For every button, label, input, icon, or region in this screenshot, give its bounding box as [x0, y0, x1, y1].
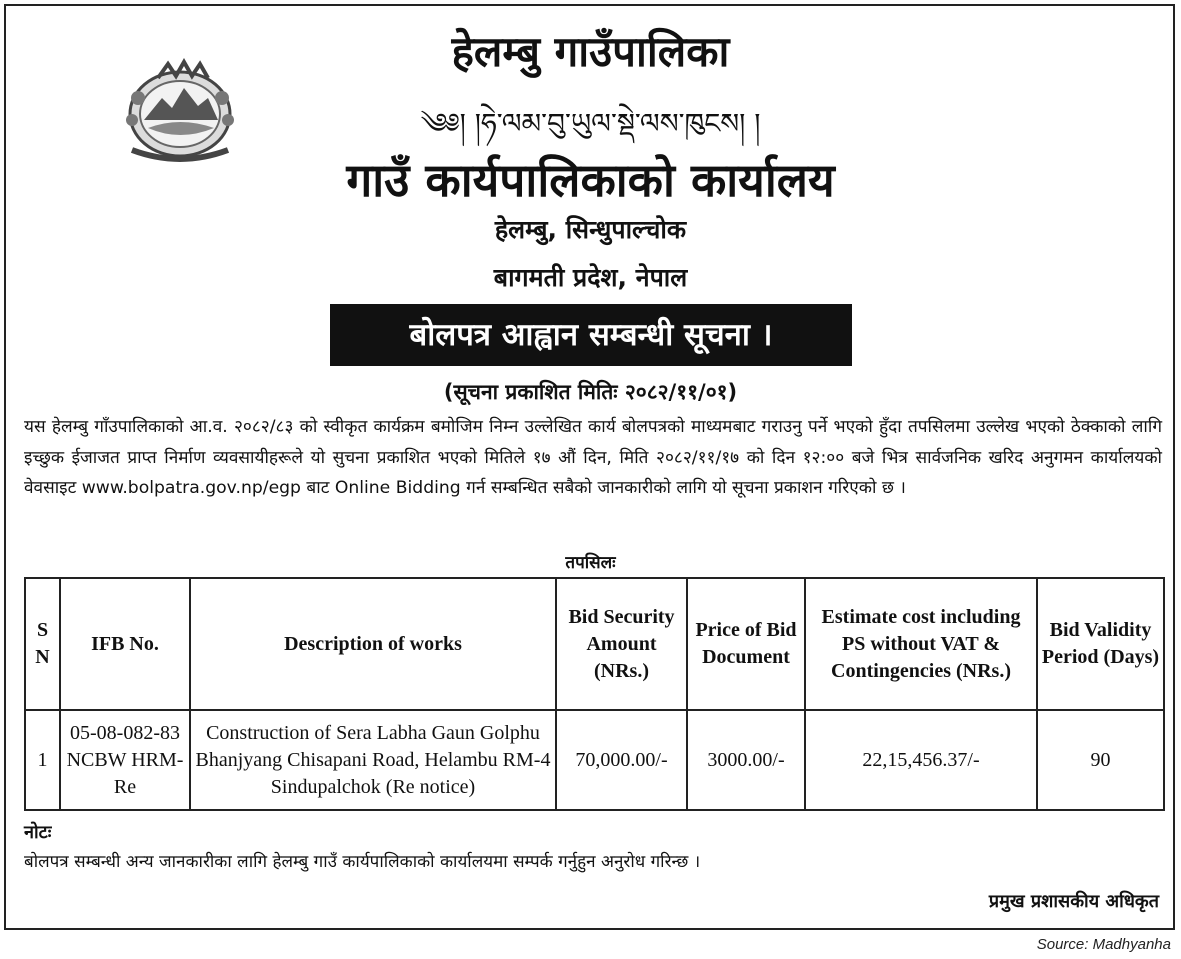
note-text: बोलपत्र सम्बन्धी अन्य जानकारीका लागि हेलम्बु गाउँ कार्यपालिकाको कार्यालयमा सम्पर्क गर्नुहुन अनुरोध गरिन्छ । — [24, 852, 701, 872]
cell-price: 3000.00/- — [687, 710, 805, 810]
signature-title: प्रमुख प्रशासकीय अधिकृत — [988, 891, 1159, 912]
published-date: (सूचना प्रकाशित मितिः २०८२/११/०१) — [443, 380, 738, 404]
header-price: Price of Bid Document — [687, 578, 805, 710]
header-ifb: IFB No. — [60, 578, 190, 710]
header-description: Description of works — [190, 578, 556, 710]
note-label: नोटः — [24, 822, 52, 843]
notice-banner: बोलपत्र आह्वान सम्बन्धी सूचना । — [330, 304, 852, 366]
cell-estimate: 22,15,456.37/- — [805, 710, 1037, 810]
header-sn: S N — [25, 578, 60, 710]
cell-validity: 90 — [1037, 710, 1164, 810]
source-credit: Source: Madhyanha — [1036, 936, 1171, 953]
office-province: बागमती प्रदेश, नेपाल — [493, 263, 688, 292]
bid-table — [24, 577, 1165, 811]
schedule-label: तपसिलः — [565, 553, 616, 573]
header-bid-security: Bid Security Amount (NRs.) — [556, 578, 687, 710]
body-paragraph: यस हेलम्बु गाँउपालिकाको आ.व. २०८२/८३ को स्वीकृत कार्यक्रम बमोजिम निम्न उल्लेखित कार्य बोलपत्रको माध्यमबाट गराउनु पर्ने भएको हुँदा तपसिलमा उल्लेख भएको ठेक्काको लागि इच्छुक ईजाजत प्राप्त निर्माण व्यवसायीहरूले यो सुचना प्रकाशित भएको मितिले १७ औं दिन, मिति २०८२/११/१७ को दिन १२:०० बजे भित्र सार्वजनिक खरिद अनुगमन कार्यालयको वेवसाइट www.bolpatra.gov.np/egp बाट Online Bidding गर्न सम्बन्धित सबैको जानकारीको लागि यो सूचना प्रकाशन गरिएको छ । — [24, 417, 1162, 498]
cell-ifb: 05-08-082-83 NCBW HRM-Re — [60, 710, 190, 810]
cell-sn: 1 — [25, 710, 60, 810]
cell-bid-security: 70,000.00/- — [556, 710, 687, 810]
office-title: गाउँ कार्यपालिकाको कार्यालय — [346, 153, 835, 207]
cell-description: Construction of Sera Labha Gaun Golphu Bhanjyang Chisapani Road, Helambu RM-4 Sindupalchok (Re notice) — [190, 710, 556, 810]
header-estimate: Estimate cost including PS without VAT & Contingencies (NRs.) — [805, 578, 1037, 710]
tibetan-title: ༄༅། །ཧེ་ལམ་བུ་ཡུལ་སྡེ་ལས་ཁུངས། ། — [420, 107, 761, 140]
table-row — [25, 710, 1164, 810]
municipality-name: हेलम्बु गाउँपालिका — [451, 27, 730, 76]
table-header-row — [25, 578, 1164, 710]
office-location: हेलम्बु, सिन्धुपाल्चोक — [494, 215, 687, 244]
header-validity: Bid Validity Period (Days) — [1037, 578, 1164, 710]
